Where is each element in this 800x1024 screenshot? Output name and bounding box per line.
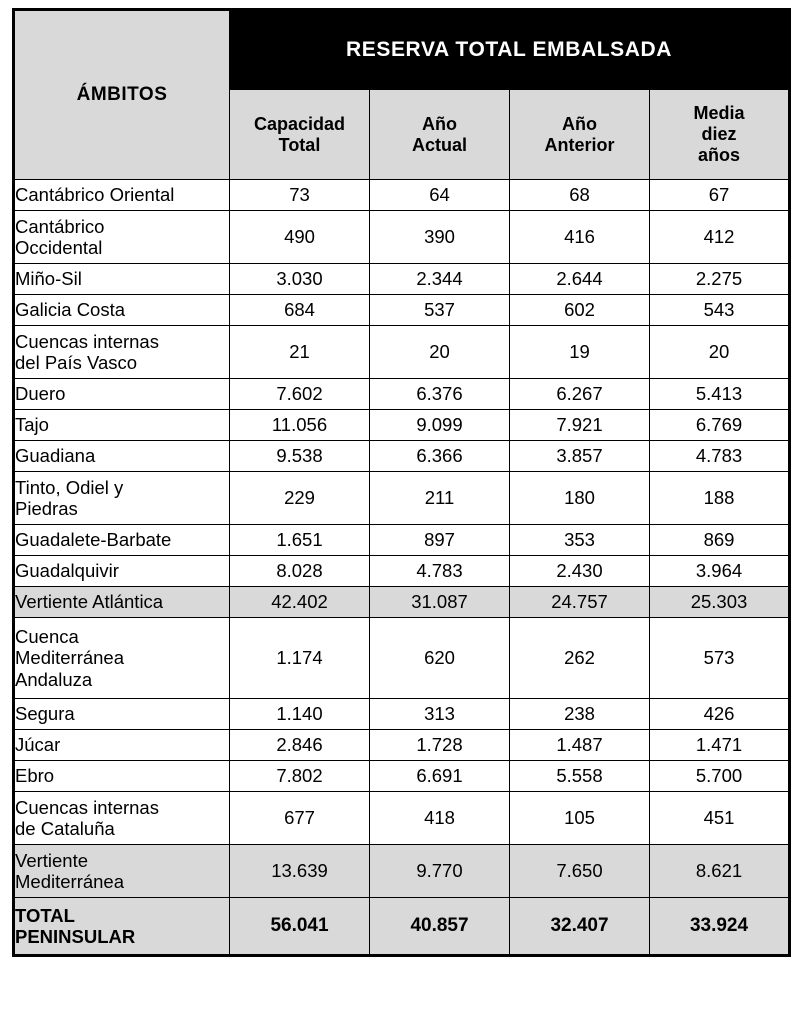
row-label-line: TOTAL bbox=[15, 904, 75, 926]
row-value: 32.407 bbox=[510, 898, 650, 956]
row-value: 3.030 bbox=[230, 264, 370, 295]
row-value: 5.700 bbox=[650, 761, 790, 792]
table-row bbox=[14, 618, 790, 699]
row-value: 68 bbox=[510, 180, 650, 211]
row-label-line: Duero bbox=[15, 383, 66, 405]
table-row bbox=[14, 441, 790, 472]
table-row bbox=[14, 556, 790, 587]
row-value: 9.538 bbox=[230, 441, 370, 472]
row-value: 416 bbox=[510, 211, 650, 264]
table-header bbox=[14, 10, 790, 180]
row-value: 7.921 bbox=[510, 410, 650, 441]
row-label-line: del País Vasco bbox=[15, 352, 138, 373]
row-label-line: PENINSULAR bbox=[15, 926, 136, 947]
row-value: 40.857 bbox=[370, 898, 510, 956]
row-label bbox=[14, 211, 230, 264]
table-title: RESERVA TOTAL EMBALSADA bbox=[230, 10, 790, 90]
row-value: 9.099 bbox=[370, 410, 510, 441]
row-label-line: Segura bbox=[15, 703, 75, 725]
row-label bbox=[14, 761, 230, 792]
column-header-line: años bbox=[698, 145, 741, 166]
column-header-line: diez bbox=[701, 124, 737, 145]
row-value: 8.028 bbox=[230, 556, 370, 587]
row-value: 418 bbox=[370, 792, 510, 845]
column-header-ano-anterior bbox=[510, 90, 650, 180]
row-value: 4.783 bbox=[370, 556, 510, 587]
table-row bbox=[14, 587, 790, 618]
row-value: 21 bbox=[230, 326, 370, 379]
row-value: 67 bbox=[650, 180, 790, 211]
row-value: 229 bbox=[230, 472, 370, 525]
column-header-line: Año bbox=[562, 113, 597, 134]
row-label-line: Tajo bbox=[15, 414, 49, 436]
row-label-line: Cantábrico Oriental bbox=[15, 184, 175, 206]
row-label-line: Occidental bbox=[15, 237, 103, 258]
column-header-line: Año bbox=[422, 113, 457, 134]
row-label-line: Vertiente Atlántica bbox=[15, 591, 164, 613]
row-value: 7.802 bbox=[230, 761, 370, 792]
row-label bbox=[14, 264, 230, 295]
row-label-line: Mediterránea bbox=[15, 871, 125, 892]
row-value: 3.857 bbox=[510, 441, 650, 472]
row-value: 4.783 bbox=[650, 441, 790, 472]
row-label bbox=[14, 556, 230, 587]
row-label bbox=[14, 379, 230, 410]
row-label-line: Ebro bbox=[15, 765, 55, 787]
table-row bbox=[14, 180, 790, 211]
table-row bbox=[14, 379, 790, 410]
table-row bbox=[14, 792, 790, 845]
row-value: 2.430 bbox=[510, 556, 650, 587]
row-value: 573 bbox=[650, 618, 790, 699]
row-value: 31.087 bbox=[370, 587, 510, 618]
table-row bbox=[14, 295, 790, 326]
row-label bbox=[14, 898, 230, 956]
row-value: 869 bbox=[650, 525, 790, 556]
row-label-line: Mediterránea bbox=[15, 647, 125, 669]
row-label-line: Tinto, Odiel y bbox=[15, 476, 124, 498]
row-value: 897 bbox=[370, 525, 510, 556]
row-value: 3.964 bbox=[650, 556, 790, 587]
row-value: 677 bbox=[230, 792, 370, 845]
row-label bbox=[14, 792, 230, 845]
row-value: 1.487 bbox=[510, 730, 650, 761]
reserva-total-embalsada-table bbox=[12, 8, 791, 957]
row-value: 19 bbox=[510, 326, 650, 379]
row-label bbox=[14, 699, 230, 730]
row-value: 13.639 bbox=[230, 845, 370, 898]
row-value: 426 bbox=[650, 699, 790, 730]
row-value: 6.267 bbox=[510, 379, 650, 410]
row-value: 11.056 bbox=[230, 410, 370, 441]
table-row bbox=[14, 211, 790, 264]
row-value: 56.041 bbox=[230, 898, 370, 956]
column-header-capacidad-total bbox=[230, 90, 370, 180]
row-label-line: Miño-Sil bbox=[15, 268, 82, 290]
row-value: 1.728 bbox=[370, 730, 510, 761]
row-label bbox=[14, 326, 230, 379]
row-value: 105 bbox=[510, 792, 650, 845]
row-value: 6.769 bbox=[650, 410, 790, 441]
row-label-line: Júcar bbox=[15, 734, 61, 756]
table-body bbox=[14, 180, 790, 956]
row-value: 2.344 bbox=[370, 264, 510, 295]
table-row bbox=[14, 472, 790, 525]
row-value: 537 bbox=[370, 295, 510, 326]
row-value: 7.602 bbox=[230, 379, 370, 410]
row-value: 188 bbox=[650, 472, 790, 525]
row-value: 64 bbox=[370, 180, 510, 211]
row-value: 238 bbox=[510, 699, 650, 730]
row-value: 2.275 bbox=[650, 264, 790, 295]
column-header-line: Total bbox=[278, 134, 321, 155]
row-value: 262 bbox=[510, 618, 650, 699]
column-header-media-diez-anos bbox=[650, 90, 790, 180]
row-value: 73 bbox=[230, 180, 370, 211]
row-label bbox=[14, 525, 230, 556]
row-value: 20 bbox=[650, 326, 790, 379]
row-value: 9.770 bbox=[370, 845, 510, 898]
row-value: 42.402 bbox=[230, 587, 370, 618]
row-value: 33.924 bbox=[650, 898, 790, 956]
row-label bbox=[14, 845, 230, 898]
row-value: 6.691 bbox=[370, 761, 510, 792]
row-label-line: Guadalquivir bbox=[15, 560, 119, 582]
row-label-line: de Cataluña bbox=[15, 818, 115, 839]
row-value: 1.140 bbox=[230, 699, 370, 730]
row-value: 490 bbox=[230, 211, 370, 264]
column-header-ambitos: ÁMBITOS bbox=[14, 10, 230, 180]
row-label-line: Cantábrico bbox=[15, 215, 105, 237]
row-value: 313 bbox=[370, 699, 510, 730]
table-row bbox=[14, 730, 790, 761]
row-label-line: Vertiente bbox=[15, 849, 89, 871]
row-label-line: Cuencas internas bbox=[15, 796, 159, 818]
table-row bbox=[14, 761, 790, 792]
row-value: 620 bbox=[370, 618, 510, 699]
row-label bbox=[14, 730, 230, 761]
column-header-line: Media bbox=[693, 102, 745, 123]
row-value: 7.650 bbox=[510, 845, 650, 898]
row-value: 211 bbox=[370, 472, 510, 525]
row-value: 543 bbox=[650, 295, 790, 326]
row-label bbox=[14, 410, 230, 441]
table-row bbox=[14, 898, 790, 956]
row-label bbox=[14, 618, 230, 699]
row-value: 180 bbox=[510, 472, 650, 525]
row-value: 6.376 bbox=[370, 379, 510, 410]
table-row bbox=[14, 264, 790, 295]
row-value: 2.846 bbox=[230, 730, 370, 761]
column-header-ano-actual bbox=[370, 90, 510, 180]
row-value: 1.471 bbox=[650, 730, 790, 761]
table-row bbox=[14, 699, 790, 730]
row-value: 390 bbox=[370, 211, 510, 264]
row-value: 6.366 bbox=[370, 441, 510, 472]
row-value: 20 bbox=[370, 326, 510, 379]
row-label bbox=[14, 472, 230, 525]
row-value: 24.757 bbox=[510, 587, 650, 618]
row-value: 8.621 bbox=[650, 845, 790, 898]
row-label bbox=[14, 180, 230, 211]
row-value: 602 bbox=[510, 295, 650, 326]
table-row bbox=[14, 525, 790, 556]
row-label-line: Galicia Costa bbox=[15, 299, 126, 321]
table-row bbox=[14, 410, 790, 441]
row-value: 684 bbox=[230, 295, 370, 326]
row-label bbox=[14, 587, 230, 618]
column-header-line: Anterior bbox=[544, 134, 615, 155]
row-label-line: Cuenca bbox=[15, 625, 79, 647]
row-value: 1.651 bbox=[230, 525, 370, 556]
row-value: 412 bbox=[650, 211, 790, 264]
row-label bbox=[14, 441, 230, 472]
column-header-line: Capacidad bbox=[253, 113, 346, 134]
row-label-line: Guadalete-Barbate bbox=[15, 529, 172, 551]
row-label-line: Guadiana bbox=[15, 445, 96, 467]
row-value: 5.413 bbox=[650, 379, 790, 410]
row-label-line: Andaluza bbox=[15, 668, 93, 690]
row-label bbox=[14, 295, 230, 326]
row-value: 5.558 bbox=[510, 761, 650, 792]
row-label-line: Cuencas internas bbox=[15, 330, 159, 352]
row-label-line: Piedras bbox=[15, 498, 78, 519]
row-value: 353 bbox=[510, 525, 650, 556]
row-value: 25.303 bbox=[650, 587, 790, 618]
table-header-title-row bbox=[14, 10, 790, 90]
row-value: 2.644 bbox=[510, 264, 650, 295]
row-value: 1.174 bbox=[230, 618, 370, 699]
table-row bbox=[14, 845, 790, 898]
row-value: 451 bbox=[650, 792, 790, 845]
table-row bbox=[14, 326, 790, 379]
column-header-line: Actual bbox=[411, 134, 467, 155]
